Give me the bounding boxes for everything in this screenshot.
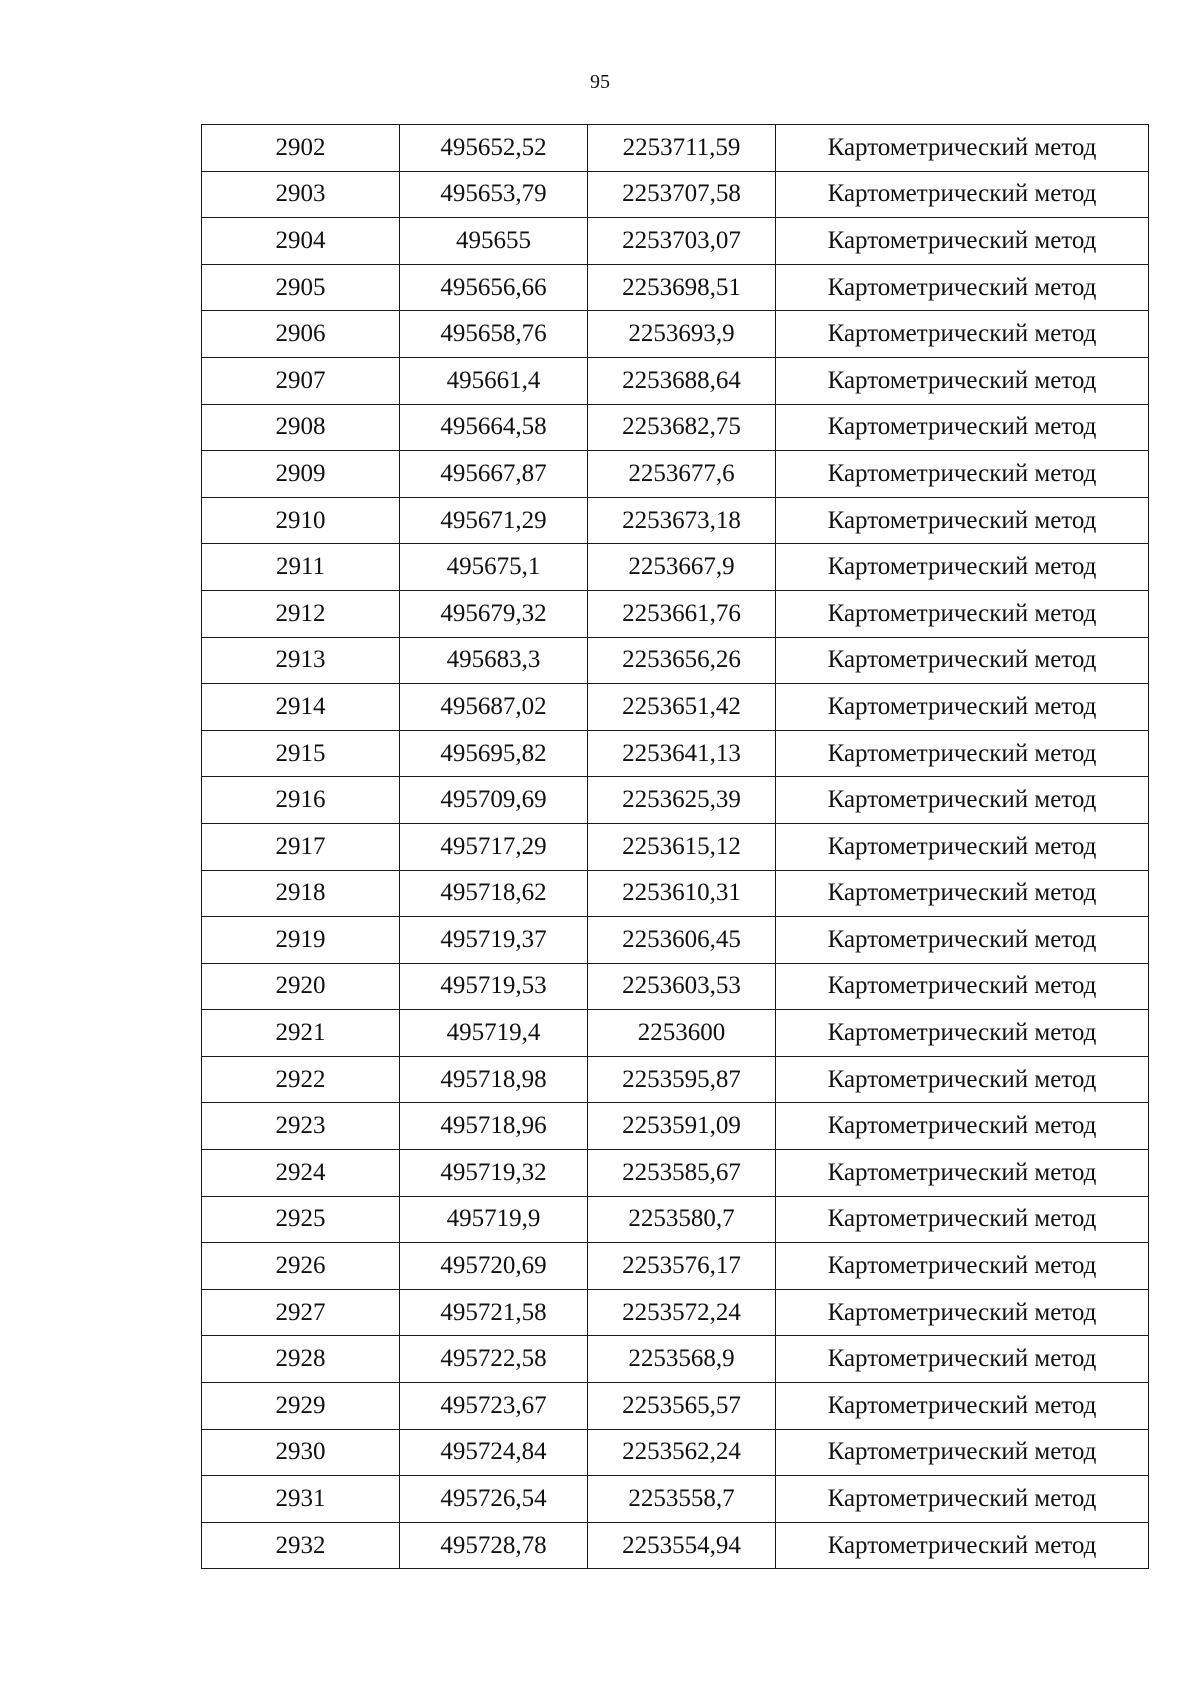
point-number-cell: 2932 (202, 1522, 400, 1569)
method-cell: Картометрический метод (776, 171, 1149, 218)
x-coordinate-cell: 495695,82 (400, 730, 588, 777)
point-number-cell: 2909 (202, 451, 400, 498)
x-coordinate-cell: 495720,69 (400, 1243, 588, 1290)
table-row (202, 637, 1149, 684)
table-row (202, 1056, 1149, 1103)
method-cell: Картометрический метод (776, 917, 1149, 964)
method-cell: Картометрический метод (776, 777, 1149, 824)
x-coordinate-cell: 495723,67 (400, 1383, 588, 1430)
x-coordinate-cell: 495718,62 (400, 870, 588, 917)
method-cell: Картометрический метод (776, 730, 1149, 777)
table-row (202, 311, 1149, 358)
table-row (202, 1289, 1149, 1336)
method-cell: Картометрический метод (776, 264, 1149, 311)
method-cell: Картометрический метод (776, 1243, 1149, 1290)
method-cell: Картометрический метод (776, 1196, 1149, 1243)
x-coordinate-cell: 495664,58 (400, 404, 588, 451)
point-number-cell: 2926 (202, 1243, 400, 1290)
x-coordinate-cell: 495726,54 (400, 1476, 588, 1523)
table-row (202, 1243, 1149, 1290)
method-cell: Картометрический метод (776, 870, 1149, 917)
x-coordinate-cell: 495718,96 (400, 1103, 588, 1150)
y-coordinate-cell: 2253693,9 (588, 311, 776, 358)
y-coordinate-cell: 2253615,12 (588, 823, 776, 870)
table-row (202, 1150, 1149, 1197)
x-coordinate-cell: 495675,1 (400, 544, 588, 591)
table-row (202, 963, 1149, 1010)
table-row (202, 684, 1149, 731)
table-row (202, 870, 1149, 917)
method-cell: Картометрический метод (776, 1476, 1149, 1523)
point-number-cell: 2923 (202, 1103, 400, 1150)
method-cell: Картометрический метод (776, 1150, 1149, 1197)
point-number-cell: 2911 (202, 544, 400, 591)
y-coordinate-cell: 2253610,31 (588, 870, 776, 917)
method-cell: Картометрический метод (776, 823, 1149, 870)
method-cell: Картометрический метод (776, 590, 1149, 637)
y-coordinate-cell: 2253603,53 (588, 963, 776, 1010)
method-cell: Картометрический метод (776, 1336, 1149, 1383)
point-number-cell: 2917 (202, 823, 400, 870)
table-row (202, 1336, 1149, 1383)
method-cell: Картометрический метод (776, 497, 1149, 544)
table-row (202, 497, 1149, 544)
x-coordinate-cell: 495728,78 (400, 1522, 588, 1569)
table-row (202, 917, 1149, 964)
method-cell: Картометрический метод (776, 451, 1149, 498)
point-number-cell: 2903 (202, 171, 400, 218)
y-coordinate-cell: 2253595,87 (588, 1056, 776, 1103)
y-coordinate-cell: 2253656,26 (588, 637, 776, 684)
y-coordinate-cell: 2253698,51 (588, 264, 776, 311)
y-coordinate-cell: 2253703,07 (588, 218, 776, 265)
y-coordinate-cell: 2253606,45 (588, 917, 776, 964)
table-row (202, 1103, 1149, 1150)
y-coordinate-cell: 2253572,24 (588, 1289, 776, 1336)
point-number-cell: 2921 (202, 1010, 400, 1057)
x-coordinate-cell: 495724,84 (400, 1429, 588, 1476)
y-coordinate-cell: 2253688,64 (588, 357, 776, 404)
point-number-cell: 2914 (202, 684, 400, 731)
point-number-cell: 2912 (202, 590, 400, 637)
table-row (202, 404, 1149, 451)
x-coordinate-cell: 495661,4 (400, 357, 588, 404)
point-number-cell: 2907 (202, 357, 400, 404)
y-coordinate-cell: 2253600 (588, 1010, 776, 1057)
method-cell: Картометрический метод (776, 404, 1149, 451)
y-coordinate-cell: 2253707,58 (588, 171, 776, 218)
x-coordinate-cell: 495671,29 (400, 497, 588, 544)
y-coordinate-cell: 2253677,6 (588, 451, 776, 498)
method-cell: Картометрический метод (776, 1429, 1149, 1476)
y-coordinate-cell: 2253667,9 (588, 544, 776, 591)
x-coordinate-cell: 495653,79 (400, 171, 588, 218)
point-number-cell: 2931 (202, 1476, 400, 1523)
y-coordinate-cell: 2253651,42 (588, 684, 776, 731)
table-row (202, 451, 1149, 498)
x-coordinate-cell: 495687,02 (400, 684, 588, 731)
method-cell: Картометрический метод (776, 963, 1149, 1010)
point-number-cell: 2906 (202, 311, 400, 358)
point-number-cell: 2904 (202, 218, 400, 265)
x-coordinate-cell: 495719,32 (400, 1150, 588, 1197)
y-coordinate-cell: 2253625,39 (588, 777, 776, 824)
point-number-cell: 2927 (202, 1289, 400, 1336)
table-row (202, 730, 1149, 777)
table-row (202, 777, 1149, 824)
table-row (202, 823, 1149, 870)
y-coordinate-cell: 2253591,09 (588, 1103, 776, 1150)
y-coordinate-cell: 2253562,24 (588, 1429, 776, 1476)
table-row (202, 1383, 1149, 1430)
table-row (202, 264, 1149, 311)
method-cell: Картометрический метод (776, 684, 1149, 731)
x-coordinate-cell: 495683,3 (400, 637, 588, 684)
point-number-cell: 2920 (202, 963, 400, 1010)
y-coordinate-cell: 2253673,18 (588, 497, 776, 544)
point-number-cell: 2913 (202, 637, 400, 684)
table-row (202, 1196, 1149, 1243)
table-row (202, 1522, 1149, 1569)
page-number: 95 (590, 71, 610, 93)
point-number-cell: 2929 (202, 1383, 400, 1430)
y-coordinate-cell: 2253554,94 (588, 1522, 776, 1569)
x-coordinate-cell: 495719,4 (400, 1010, 588, 1057)
point-number-cell: 2924 (202, 1150, 400, 1197)
point-number-cell: 2915 (202, 730, 400, 777)
table-row (202, 1010, 1149, 1057)
table-row (202, 1476, 1149, 1523)
table-row (202, 590, 1149, 637)
table-row (202, 218, 1149, 265)
y-coordinate-cell: 2253580,7 (588, 1196, 776, 1243)
method-cell: Картометрический метод (776, 1383, 1149, 1430)
point-number-cell: 2928 (202, 1336, 400, 1383)
x-coordinate-cell: 495719,37 (400, 917, 588, 964)
y-coordinate-cell: 2253568,9 (588, 1336, 776, 1383)
point-number-cell: 2908 (202, 404, 400, 451)
y-coordinate-cell: 2253711,59 (588, 125, 776, 172)
x-coordinate-cell: 495721,58 (400, 1289, 588, 1336)
x-coordinate-cell: 495719,9 (400, 1196, 588, 1243)
method-cell: Картометрический метод (776, 125, 1149, 172)
point-number-cell: 2905 (202, 264, 400, 311)
y-coordinate-cell: 2253641,13 (588, 730, 776, 777)
x-coordinate-cell: 495722,58 (400, 1336, 588, 1383)
method-cell: Картометрический метод (776, 218, 1149, 265)
x-coordinate-cell: 495719,53 (400, 963, 588, 1010)
x-coordinate-cell: 495658,76 (400, 311, 588, 358)
point-number-cell: 2919 (202, 917, 400, 964)
point-number-cell: 2922 (202, 1056, 400, 1103)
y-coordinate-cell: 2253682,75 (588, 404, 776, 451)
method-cell: Картометрический метод (776, 1103, 1149, 1150)
point-number-cell: 2910 (202, 497, 400, 544)
table-row (202, 357, 1149, 404)
coordinates-table-body (202, 125, 1149, 1569)
y-coordinate-cell: 2253585,67 (588, 1150, 776, 1197)
point-number-cell: 2902 (202, 125, 400, 172)
point-number-cell: 2916 (202, 777, 400, 824)
y-coordinate-cell: 2253661,76 (588, 590, 776, 637)
method-cell: Картометрический метод (776, 311, 1149, 358)
x-coordinate-cell: 495667,87 (400, 451, 588, 498)
table-row (202, 1429, 1149, 1476)
x-coordinate-cell: 495709,69 (400, 777, 588, 824)
x-coordinate-cell: 495718,98 (400, 1056, 588, 1103)
point-number-cell: 2925 (202, 1196, 400, 1243)
method-cell: Картометрический метод (776, 1056, 1149, 1103)
point-number-cell: 2918 (202, 870, 400, 917)
x-coordinate-cell: 495717,29 (400, 823, 588, 870)
y-coordinate-cell: 2253565,57 (588, 1383, 776, 1430)
coordinates-table (201, 124, 1149, 1569)
x-coordinate-cell: 495652,52 (400, 125, 588, 172)
y-coordinate-cell: 2253576,17 (588, 1243, 776, 1290)
method-cell: Картометрический метод (776, 1289, 1149, 1336)
method-cell: Картометрический метод (776, 357, 1149, 404)
table-row (202, 125, 1149, 172)
method-cell: Картометрический метод (776, 544, 1149, 591)
x-coordinate-cell: 495656,66 (400, 264, 588, 311)
point-number-cell: 2930 (202, 1429, 400, 1476)
method-cell: Картометрический метод (776, 1010, 1149, 1057)
x-coordinate-cell: 495679,32 (400, 590, 588, 637)
x-coordinate-cell: 495655 (400, 218, 588, 265)
table-row (202, 171, 1149, 218)
method-cell: Картометрический метод (776, 637, 1149, 684)
y-coordinate-cell: 2253558,7 (588, 1476, 776, 1523)
method-cell: Картометрический метод (776, 1522, 1149, 1569)
table-row (202, 544, 1149, 591)
